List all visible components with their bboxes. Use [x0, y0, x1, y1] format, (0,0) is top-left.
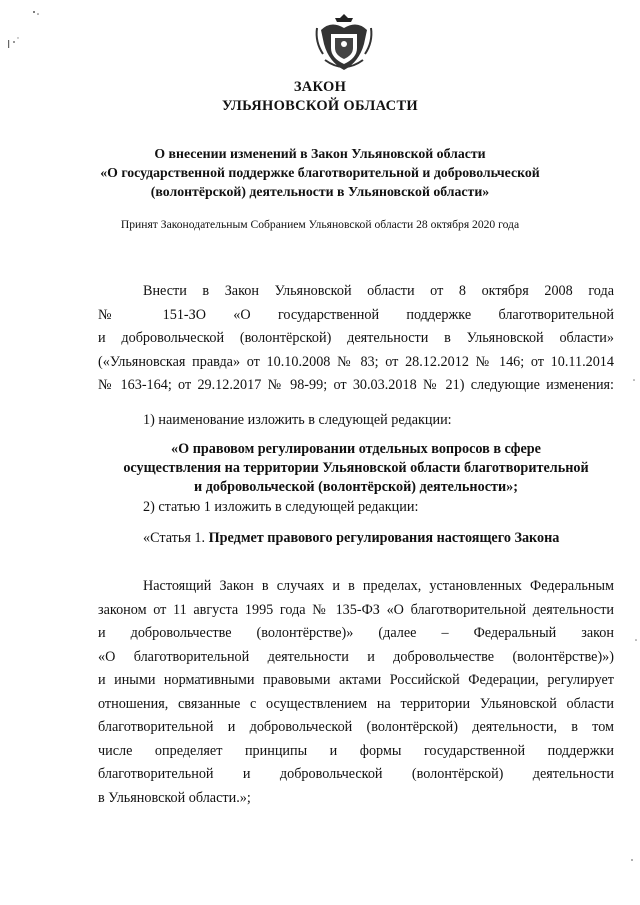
scan-specks	[0, 0, 40, 60]
law-subtitle	[0, 144, 640, 201]
article-line: и добровольчестве (волонтёрстве)» (далее – Федеральный закон	[98, 625, 614, 641]
item-1-label: 1) наименование изложить в следующей редакции:	[143, 412, 452, 428]
intro-paragraph	[98, 280, 614, 398]
article-line: благотворительной и добровольческой (волонтёрской) деятельности	[98, 766, 614, 782]
intro-line: № 151-ЗО «О государственной поддержке благотворительной	[98, 306, 614, 323]
article-heading	[143, 530, 559, 547]
article-line: благотворительной и добровольческой (волонтёрской) деятельности, в том	[98, 719, 614, 735]
article-line: числе определяет принципы и формы государственной поддержки	[98, 742, 614, 759]
article-line: отношения, связанные с осуществлением на территории Ульяновской области	[98, 695, 614, 712]
article-line: в Ульяновской области.»;	[98, 789, 251, 806]
intro-line: и добровольческой (волонтёрской) деятельности в Ульяновской области»	[98, 330, 614, 346]
item-1-quote-line-2: осуществления на территории Ульяновской области благотворительной	[123, 460, 589, 476]
law-title-line-1: ЗАКОН	[293, 79, 347, 95]
law-title-line-2: УЛЬЯНОВСКОЙ ОБЛАСТИ	[221, 98, 419, 114]
law-subtitle-line-1: О внесении изменений в Закон Ульяновской области	[154, 146, 486, 161]
intro-line: Внести в Закон Ульяновской области от 8 октября 2008 года	[143, 283, 614, 299]
article-line: Настоящий Закон в случаях и в пределах, установленных Федеральным	[143, 578, 614, 594]
coat-of-arms-icon	[313, 10, 375, 74]
article-line: «О благотворительной деятельности и добровольчестве (волонтёрстве)»)	[98, 648, 614, 665]
intro-line: («Ульяновская правда» от 10.10.2008 № 83; от 28.12.2012 № 146; от 10.11.2014	[98, 353, 614, 370]
article-line: и иными нормативными правовыми актами Российской Федерации, регулирует	[98, 672, 614, 688]
law-subtitle-line-3: (волонтёрской) деятельности в Ульяновской области»	[150, 184, 490, 199]
article-title: Предмет правового регулирования настоящего Закона	[208, 530, 560, 546]
article-prefix: «Статья 1.	[143, 530, 206, 546]
law-title	[0, 78, 640, 116]
law-subtitle-line-2: «О государственной поддержке благотворительной и добровольческой	[100, 165, 540, 180]
article-body	[98, 575, 614, 810]
item-1-quote-line-1: «О правовом регулировании отдельных вопросов в сфере	[171, 441, 541, 457]
scan-edge-marks	[620, 0, 640, 905]
item-1-quote-line-3: и добровольческой (волонтёрской) деятельности»;	[194, 479, 518, 495]
adoption-note: Принят Законодательным Собранием Ульяновской области 28 октября 2020 года	[120, 218, 520, 231]
article-line: законом от 11 августа 1995 года № 135-ФЗ «О благотворительной деятельности	[98, 601, 614, 618]
intro-line: № 163-164; от 29.12.2017 № 98-99; от 30.03.2018 № 21) следующие изменения:	[98, 377, 614, 393]
item-2-label: 2) статью 1 изложить в следующей редакции:	[143, 499, 419, 515]
item-1-quote	[98, 440, 614, 497]
